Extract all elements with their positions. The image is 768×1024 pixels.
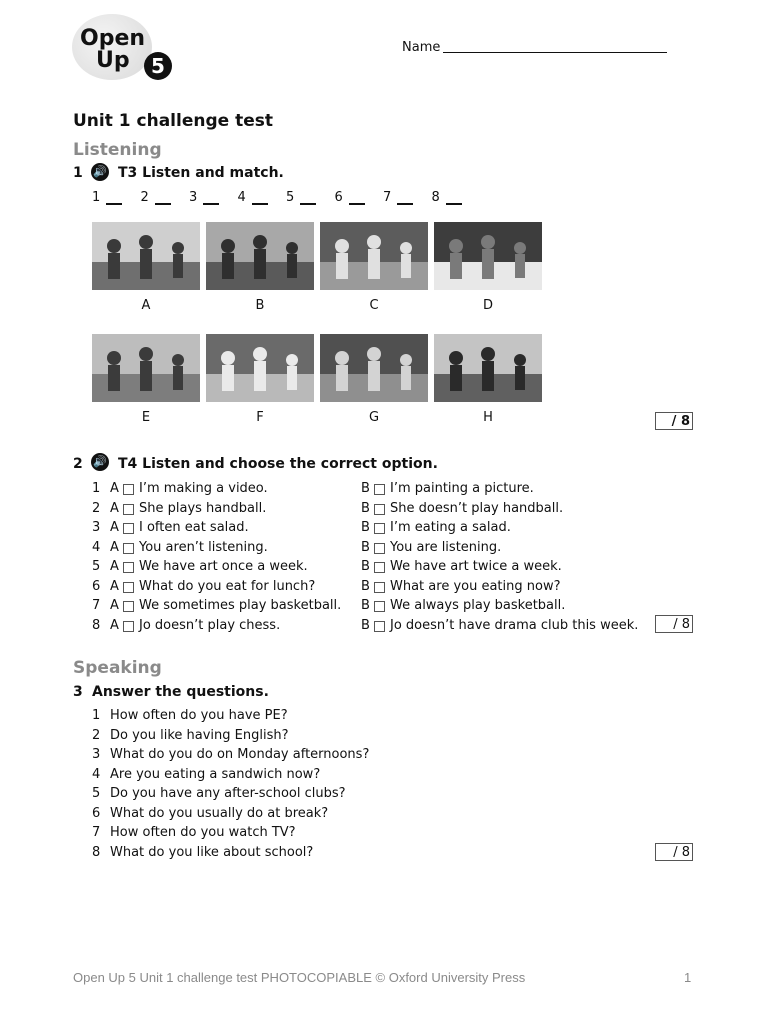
answer-blank[interactable]: [189, 190, 238, 205]
question-row: [92, 747, 369, 762]
question-text: Do you like having English?: [110, 727, 289, 743]
photo-a: [92, 222, 200, 290]
item-number: 7: [92, 825, 101, 840]
logo-text-open: Open: [80, 26, 146, 51]
option-row: [92, 596, 565, 616]
option-letter-b: B: [361, 500, 370, 516]
open-up-logo: [72, 14, 182, 86]
option-b-text: Jo doesn’t have drama club this week.: [390, 617, 639, 633]
photo-label: C: [369, 298, 379, 313]
option-letter-b: B: [361, 559, 370, 575]
q2-instruction: T4 Listen and choose the correct option.: [118, 456, 438, 472]
blank-number: 5: [286, 190, 295, 205]
question-row: [92, 728, 289, 743]
option-row: [92, 479, 534, 499]
q2-score-box: / 8: [655, 615, 693, 633]
item-number: 2: [92, 500, 101, 516]
question-row: [92, 786, 346, 801]
photo-c: [320, 222, 428, 290]
checkbox-b[interactable]: [374, 504, 385, 515]
option-a-text: I’m making a video.: [139, 481, 268, 497]
option-row: [92, 616, 638, 636]
photo-label: D: [482, 298, 493, 313]
option-letter-a: A: [110, 520, 119, 536]
option-letter-a: A: [110, 617, 119, 633]
question-row: [92, 806, 328, 821]
checkbox-a[interactable]: [123, 621, 134, 632]
item-number: 2: [92, 727, 101, 743]
audio-icon: 🔊: [91, 163, 109, 181]
question-text: Are you eating a sandwich now?: [110, 766, 321, 782]
blank-number: 6: [334, 190, 343, 205]
option-a-text: Jo doesn’t play chess.: [139, 617, 281, 633]
option-row: [92, 499, 563, 519]
answer-blank[interactable]: [335, 190, 384, 205]
question-text: What do you do on Monday afternoons?: [110, 747, 370, 762]
checkbox-a[interactable]: [123, 601, 134, 612]
checkbox-a[interactable]: [123, 504, 134, 515]
q2-number: 2: [73, 456, 83, 472]
item-number: 5: [92, 786, 101, 801]
q3-score-box: / 8: [655, 843, 693, 861]
item-number: 3: [92, 747, 101, 762]
checkbox-b[interactable]: [374, 601, 385, 612]
option-letter-b: B: [361, 598, 370, 614]
answer-blank[interactable]: [141, 190, 190, 205]
option-letter-b: B: [361, 481, 370, 497]
checkbox-b[interactable]: [374, 523, 385, 534]
option-row: [92, 518, 511, 538]
item-number: 8: [92, 844, 101, 860]
checkbox-b[interactable]: [374, 582, 385, 593]
checkbox-a[interactable]: [123, 523, 134, 534]
blank-number: 8: [431, 190, 440, 205]
option-b-text: I’m painting a picture.: [390, 481, 534, 497]
option-b-text: You are listening.: [390, 539, 502, 555]
page-number: 1: [684, 970, 692, 985]
photo-label: G: [368, 410, 380, 425]
question-row: [92, 825, 296, 840]
photo-label: E: [141, 410, 151, 425]
photo-b: [206, 222, 314, 290]
checkbox-a[interactable]: [123, 562, 134, 573]
option-a-text: You aren’t listening.: [139, 539, 268, 555]
answer-blank[interactable]: [238, 190, 287, 205]
option-b-text: We always play basketball.: [390, 598, 566, 614]
photo-label: A: [141, 298, 151, 313]
checkbox-a[interactable]: [123, 582, 134, 593]
photo-d: [434, 222, 542, 290]
option-letter-a: A: [110, 481, 119, 497]
item-number: 8: [92, 617, 101, 633]
question-text: How often do you watch TV?: [110, 825, 296, 840]
q1-answer-blanks: [92, 190, 480, 205]
checkbox-b[interactable]: [374, 562, 385, 573]
q1-number: 1: [73, 165, 83, 181]
item-number: 1: [92, 481, 101, 497]
photo-label: H: [483, 410, 493, 425]
answer-blank[interactable]: [383, 190, 432, 205]
option-a-text: We sometimes play basketball.: [139, 598, 342, 614]
item-number: 6: [92, 805, 101, 821]
photo-g: [320, 334, 428, 402]
option-row: [92, 577, 561, 597]
page-title: Unit 1 challenge test: [73, 111, 273, 131]
item-number: 1: [92, 708, 101, 723]
name-label: Name: [402, 40, 441, 55]
option-letter-a: A: [110, 559, 119, 575]
footer-text: Open Up 5 Unit 1 challenge test PHOTOCOPIABLE © Oxford University Press: [73, 970, 526, 985]
option-letter-a: A: [110, 598, 119, 614]
answer-blank[interactable]: [286, 190, 335, 205]
photo-h: [434, 334, 542, 402]
option-b-text: What are you eating now?: [390, 578, 561, 594]
checkbox-a[interactable]: [123, 484, 134, 495]
photo-f: [206, 334, 314, 402]
option-b-text: We have art twice a week.: [390, 559, 562, 575]
question-row: [92, 708, 288, 723]
blank-number: 3: [189, 190, 198, 205]
name-field-line[interactable]: [443, 52, 667, 53]
item-number: 6: [92, 578, 101, 594]
checkbox-b[interactable]: [374, 484, 385, 495]
photo-e: [92, 334, 200, 402]
q1-score-box: / 8: [655, 412, 693, 430]
item-number: 3: [92, 520, 101, 536]
logo-text-up: Up: [96, 48, 130, 73]
option-b-text: I’m eating a salad.: [390, 520, 511, 536]
option-letter-b: B: [361, 539, 370, 555]
question-text: What do you like about school?: [110, 844, 314, 860]
item-number: 4: [92, 766, 101, 782]
option-letter-b: B: [361, 520, 370, 536]
blank-number: 7: [383, 190, 392, 205]
question-text: What do you usually do at break?: [110, 805, 329, 821]
option-letter-a: A: [110, 539, 119, 555]
logo-number: 5: [144, 52, 172, 80]
option-b-text: She doesn’t play handball.: [390, 500, 564, 516]
question-row: [92, 767, 320, 782]
option-letter-b: B: [361, 617, 370, 633]
option-letter-b: B: [361, 578, 370, 594]
checkbox-b[interactable]: [374, 543, 385, 554]
q3-instruction: Answer the questions.: [92, 684, 269, 700]
option-row: [92, 538, 501, 558]
checkbox-b[interactable]: [374, 621, 385, 632]
question-row: [92, 845, 313, 860]
option-a-text: She plays handball.: [139, 500, 267, 516]
photo-label: B: [255, 298, 265, 313]
blank-number: 4: [237, 190, 246, 205]
question-text: Do you have any after-school clubs?: [110, 786, 346, 801]
blank-number: 1: [92, 190, 101, 205]
item-number: 7: [92, 598, 101, 614]
q3-number: 3: [73, 684, 83, 700]
option-letter-a: A: [110, 578, 119, 594]
q1-instruction: T3 Listen and match.: [118, 165, 284, 181]
option-row: [92, 557, 562, 577]
option-letter-a: A: [110, 500, 119, 516]
answer-blank[interactable]: [92, 190, 141, 205]
option-a-text: What do you eat for lunch?: [139, 578, 316, 594]
option-a-text: I often eat salad.: [139, 520, 249, 536]
question-text: How often do you have PE?: [110, 708, 288, 723]
audio-icon: 🔊: [91, 453, 109, 471]
item-number: 4: [92, 539, 101, 555]
photo-label: F: [256, 410, 264, 425]
listening-heading: Listening: [73, 140, 162, 160]
checkbox-a[interactable]: [123, 543, 134, 554]
item-number: 5: [92, 559, 101, 575]
option-a-text: We have art once a week.: [139, 559, 308, 575]
blank-number: 2: [140, 190, 149, 205]
speaking-heading: Speaking: [73, 658, 162, 678]
answer-blank[interactable]: [432, 190, 481, 205]
